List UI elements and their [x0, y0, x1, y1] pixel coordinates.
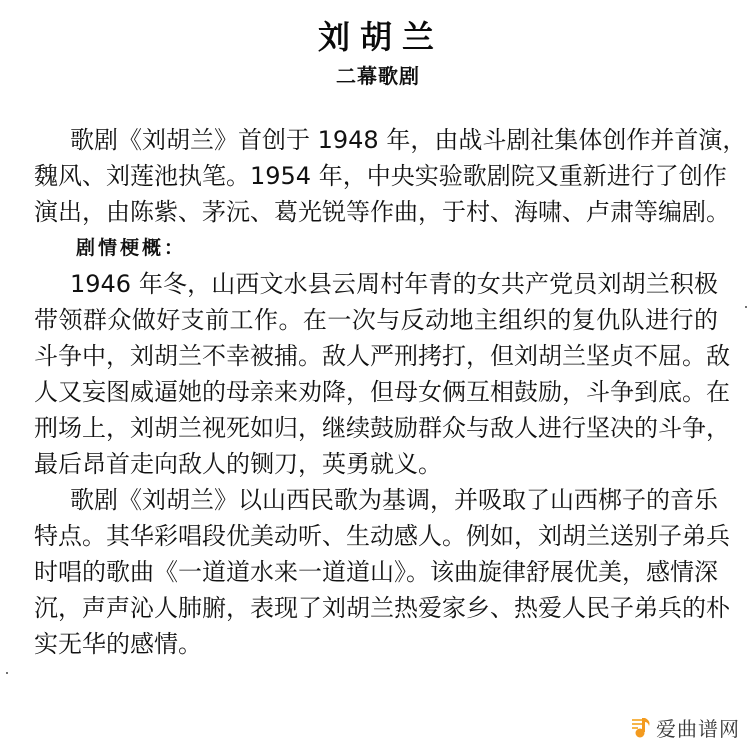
music-note-icon: [630, 716, 652, 738]
intro-line: 歌剧《刘胡兰》首创于 1948 年，由战斗剧社集体创作并首演，: [70, 126, 747, 154]
watermark: [630, 712, 740, 742]
synopsis-line: 人又妄图威逼她的母亲来劝降，但母女俩互相鼓励，斗争到底。在: [34, 378, 730, 406]
synopsis-line: 斗争中，刘胡兰不幸被捕。敌人严刑拷打，但刘胡兰坚贞不屈。敌: [34, 342, 730, 370]
synopsis-line: 带领群众做好支前工作。在一次与反动地主组织的复仇队进行的: [34, 306, 718, 334]
page-title: 刘胡兰: [317, 18, 444, 56]
music-line: 实无华的感情。: [34, 630, 202, 658]
page-subtitle: 二幕歌剧: [336, 64, 420, 88]
music-line: 沉，声声沁人肺腑，表现了刘胡兰热爱家乡、热爱人民子弟兵的朴: [34, 594, 730, 622]
music-line: 歌剧《刘胡兰》以山西民歌为基调，并吸取了山西梆子的音乐: [70, 486, 718, 514]
scan-speck: [745, 306, 747, 308]
synopsis-line: 最后昂首走向敌人的铡刀，英勇就义。: [34, 450, 442, 478]
intro-line: 魏风、刘莲池执笔。1954 年，中央实验歌剧院又重新进行了创作: [34, 162, 727, 190]
synopsis-heading: 剧情梗概：: [76, 237, 187, 259]
intro-line: 演出，由陈紫、茅沅、葛光锐等作曲，于村、海啸、卢肃等编剧。: [34, 198, 730, 226]
music-line: 特点。其华彩唱段优美动听、生动感人。例如，刘胡兰送别子弟兵: [34, 522, 730, 550]
watermark-text: 爱曲谱网: [656, 716, 740, 741]
synopsis-line: 刑场上，刘胡兰视死如归，继续鼓励群众与敌人进行坚决的斗争，: [34, 414, 730, 442]
synopsis-line: 1946 年冬，山西文水县云周村年青的女共产党员刘胡兰积极: [70, 270, 718, 298]
scan-speck: [6, 672, 8, 674]
music-line: 时唱的歌曲《一道道水来一道道山》。该曲旋律舒展优美，感情深: [34, 558, 718, 586]
